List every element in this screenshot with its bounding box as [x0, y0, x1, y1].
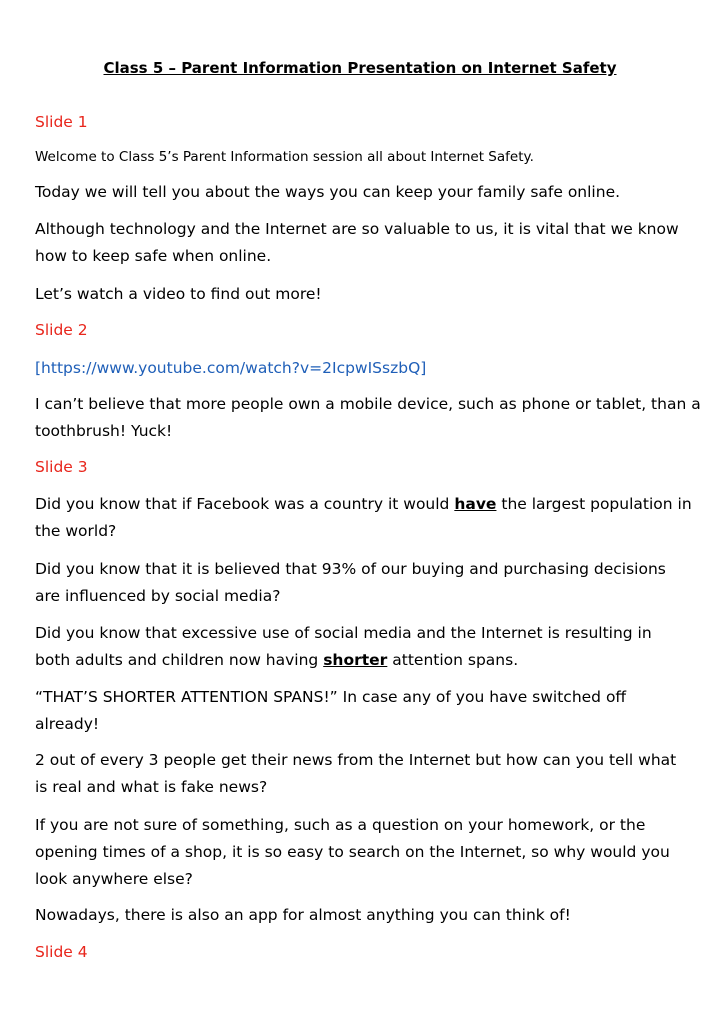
facebook-text-start: Did you know that if Facebook was a country it would — [35, 495, 455, 513]
slide-3-search-line-2: opening times of a shop, it is so easy to search on the Internet, so why would you — [35, 843, 670, 861]
slide-3-attention-line-1: Did you know that excessive use of social media and the Internet is resulting in — [35, 624, 652, 642]
slide-3-news-line-1: 2 out of every 3 people get their news from the Internet but how can you tell what — [35, 751, 677, 769]
attention-text-end: attention spans. — [387, 651, 519, 669]
slide-3-news-line-2: is real and what is fake news? — [35, 778, 268, 796]
slide-3-shorter-spans-line-1: “THAT’S SHORTER ATTENTION SPANS!” In case any of you have switched off — [35, 688, 627, 706]
slide-3-social-media-line-2: are influenced by social media? — [35, 587, 281, 605]
slide-3-shorter-spans-line-2: already! — [35, 715, 100, 733]
slide-3-social-media-line-1: Did you know that it is believed that 93% of our buying and purchasing decisions — [35, 560, 666, 578]
emphasis-shorter: shorter — [323, 651, 388, 669]
facebook-text-end: the largest population in — [496, 495, 692, 513]
slide-1-video-prompt: Let’s watch a video to find out more! — [35, 285, 322, 303]
slide-1-welcome-text: Welcome to Class 5’s Parent Information session all about Internet Safety. — [35, 149, 534, 165]
slide-2-fact-line-2: toothbrush! Yuck! — [35, 422, 173, 440]
document-title: Class 5 – Parent Information Presentation on Internet Safety — [103, 59, 617, 77]
slide-3-heading: Slide 3 — [35, 458, 88, 476]
slide-1-heading: Slide 1 — [35, 113, 88, 131]
slide-1-technology-text-line-1: Although technology and the Internet are so valuable to us, it is vital that we know — [35, 220, 679, 238]
emphasis-have: have — [454, 495, 497, 513]
slide-4-heading: Slide 4 — [35, 943, 88, 961]
slide-3-facebook-line-2: the world? — [35, 522, 117, 540]
video-link[interactable]: [https://www.youtube.com/watch?v=2IcpwISszbQ] — [35, 359, 427, 377]
slide-2-heading: Slide 2 — [35, 321, 88, 339]
slide-2-fact-line-1: I can’t believe that more people own a mobile device, such as phone or tablet, than a — [35, 395, 701, 413]
slide-3-facebook-line-1 — [35, 491, 705, 518]
slide-3-search-line-3: look anywhere else? — [35, 870, 193, 888]
slide-3-search-line-1: If you are not sure of something, such as a question on your homework, or the — [35, 816, 646, 834]
slide-3-attention-line-2 — [35, 647, 705, 674]
attention-text-start: both adults and children now having — [35, 651, 324, 669]
slide-3-app-text: Nowadays, there is also an app for almost anything you can think of! — [35, 906, 571, 924]
slide-1-intro-text: Today we will tell you about the ways you can keep your family safe online. — [35, 183, 621, 201]
slide-1-technology-text-line-2: how to keep safe when online. — [35, 247, 272, 265]
